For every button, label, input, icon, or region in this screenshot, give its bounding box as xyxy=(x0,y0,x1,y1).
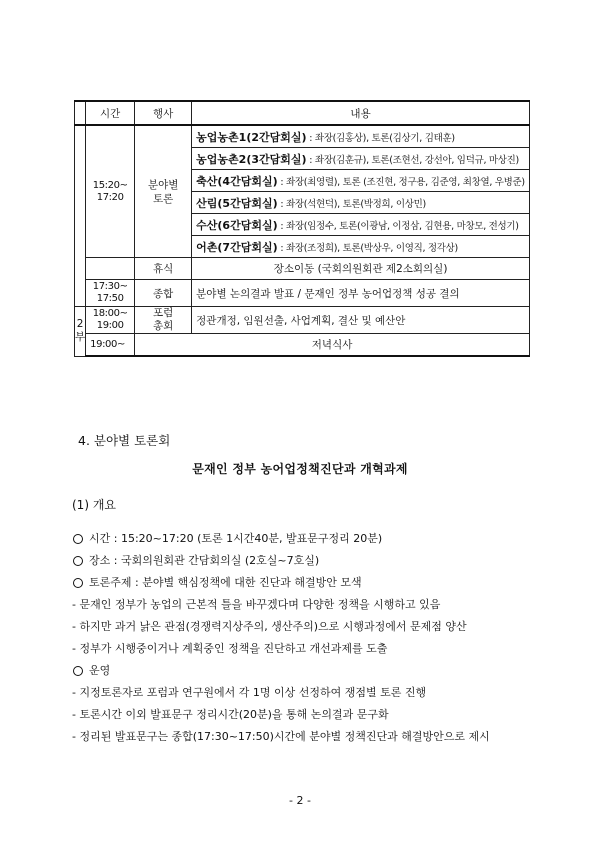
list-item xyxy=(72,616,490,638)
summary-content: 분야별 논의결과 발표 / 문재인 정부 농어업정책 성공 결의 xyxy=(192,280,530,307)
group1-time: 15:20~ 17:20 xyxy=(86,125,135,258)
list-item-text: - 정부가 시행중이거나 계획중인 정책을 진단하고 개선과제를 도출 xyxy=(72,642,388,655)
session-title: 어촌(7간담회실) xyxy=(196,240,278,254)
session-row xyxy=(192,214,530,236)
list-item-text: - 지정토론자로 포럼과 연구원에서 각 1명 이상 선정하여 쟁점별 토론 진행 xyxy=(72,686,427,699)
session-title: 농업농촌1(2간담회실) xyxy=(196,130,307,144)
session-row xyxy=(192,170,530,192)
session-title: 산림(5간담회실) xyxy=(196,196,278,210)
overview-list xyxy=(72,528,490,748)
break-time xyxy=(86,258,135,280)
session-row xyxy=(192,125,530,148)
list-item-text: - 정리된 발표문구는 종합(17:30~17:50)시간에 분야별 정책진단과 해결방안으로 제시 xyxy=(72,730,490,743)
schedule-table xyxy=(74,100,530,357)
session-row xyxy=(192,192,530,214)
event-header: 행사 xyxy=(135,101,192,125)
session-detail: : 좌장(김훈규), 토론(조현선, 강선아, 임덕규, 마상진) xyxy=(306,154,519,166)
break-content: 장소이동 (국회의원회관 제2소회의실) xyxy=(192,258,530,280)
content-header: 내용 xyxy=(192,101,530,125)
list-item xyxy=(72,572,490,594)
list-item xyxy=(72,550,490,572)
list-item xyxy=(72,726,490,748)
page-number: - 2 - xyxy=(289,794,311,807)
list-item xyxy=(72,638,490,660)
list-item-text: 장소 : 국회의원회관 간담회의실 (2호실~7호실) xyxy=(89,554,320,567)
general-event: 포럼 총회 xyxy=(135,307,192,334)
circle-bullet-icon xyxy=(73,556,83,566)
section-heading: 4. 분야별 토론회 xyxy=(78,433,171,448)
session-title: 축산(4간담회실) xyxy=(196,174,278,188)
list-item-text: 토론주제 : 분야별 핵심정책에 대한 진단과 해결방안 모색 xyxy=(89,576,362,589)
part2-label: 2 부 xyxy=(75,307,86,357)
session-title: 수산(6간담회실) xyxy=(196,218,278,232)
session-detail: : 좌장(김홍상), 토론(김상기, 김태훈) xyxy=(306,132,455,144)
summary-time: 17:30~ 17:50 xyxy=(86,280,135,307)
list-item xyxy=(72,660,490,682)
sub-heading: (1) 개요 xyxy=(72,498,116,512)
session-detail: : 좌장(임정수, 토론(이광남, 이정삼, 김현용, 마창모, 전성기) xyxy=(277,220,519,232)
general-time: 18:00~ 19:00 xyxy=(86,307,135,334)
list-item-text: - 토론시간 이외 발표문구 정리시간(20분)을 통해 논의결과 문구화 xyxy=(72,708,389,721)
session-detail: : 좌장(최영렬), 토론 (조진현, 정구용, 김준영, 최창열, 우병준) xyxy=(277,176,525,188)
list-item xyxy=(72,682,490,704)
session-detail: : 좌장(조정희), 토론(박상우, 이영직, 정각상) xyxy=(277,242,458,254)
dinner-content: 저녁식사 xyxy=(135,334,530,357)
list-item xyxy=(72,704,490,726)
circle-bullet-icon xyxy=(73,666,83,676)
list-item-text: 운영 xyxy=(89,664,111,677)
summary-event: 종합 xyxy=(135,280,192,307)
session-detail: : 좌장(석현덕), 토론(박정희, 이상민) xyxy=(277,198,426,210)
break-event: 휴식 xyxy=(135,258,192,280)
part1-cell xyxy=(75,125,86,307)
list-item xyxy=(72,528,490,550)
list-item-text: - 문재인 정부가 농업의 근본적 틀을 바꾸겠다며 다양한 정책을 시행하고 있음 xyxy=(72,598,441,611)
session-title: 농업농촌2(3간담회실) xyxy=(196,152,307,166)
time-header: 시간 xyxy=(86,101,135,125)
session-row xyxy=(192,148,530,170)
circle-bullet-icon xyxy=(73,534,83,544)
list-item-text: - 하지만 과거 낡은 관점(경쟁력지상주의, 생산주의)으로 시행과정에서 문제점 양산 xyxy=(72,620,467,633)
part-header-cell xyxy=(75,101,86,125)
dinner-time: 19:00~ xyxy=(86,334,135,357)
circle-bullet-icon xyxy=(73,578,83,588)
session-row xyxy=(192,236,530,258)
list-item xyxy=(72,594,490,616)
document-title: 문재인 정부 농어업정책진단과 개혁과제 xyxy=(192,462,408,476)
list-item-text: 시간 : 15:20~17:20 (토론 1시간40분, 발표문구정리 20분) xyxy=(89,532,383,545)
group1-event: 분야별 토론 xyxy=(135,125,192,258)
general-content: 정관개정, 임원선출, 사업계획, 결산 및 예산안 xyxy=(192,307,530,334)
